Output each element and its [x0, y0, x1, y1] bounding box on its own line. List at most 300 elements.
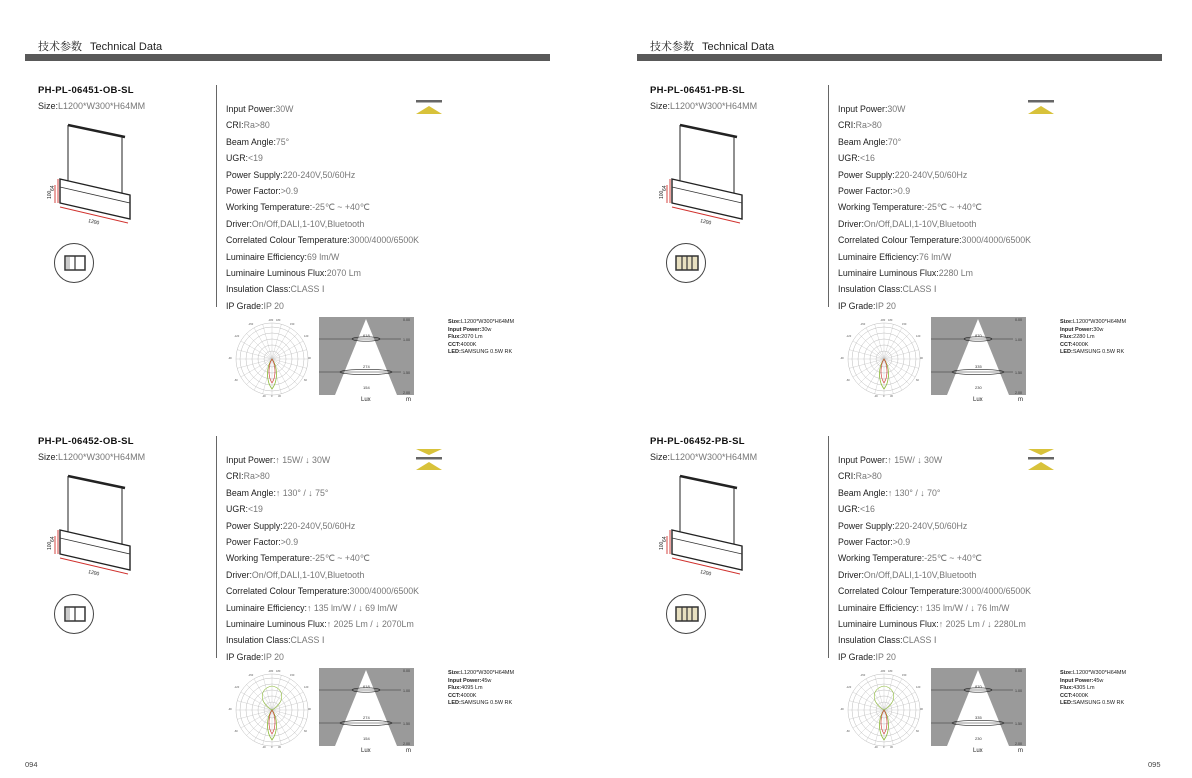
polar-angle-label: 90 — [308, 708, 311, 711]
spec-value: <19 — [248, 153, 263, 164]
spec-row — [838, 167, 1031, 183]
polar-angle-label: -30 — [262, 395, 266, 398]
legend-row — [1060, 685, 1126, 693]
product-card — [650, 85, 1170, 415]
spec-row — [226, 534, 419, 550]
spec-key: Beam Angle: — [838, 136, 888, 147]
lens-type-icon — [54, 243, 94, 283]
polar-angle-label: -60 — [846, 379, 850, 382]
lamp-drawing — [659, 119, 772, 244]
spec-row — [838, 550, 1031, 566]
spec-key: Luminaire Luminous Flux: — [838, 619, 939, 630]
height-value: 1.00 — [1015, 338, 1022, 342]
spec-row — [226, 518, 419, 534]
spec-key: Luminaire Efficiency: — [226, 602, 308, 613]
height-value: 1.00 — [403, 338, 410, 342]
spec-row — [226, 101, 419, 117]
legend-key: Size: — [1060, 319, 1073, 325]
spec-value: 3000/4000/6500K — [961, 586, 1032, 597]
size-label: Size: — [650, 452, 671, 462]
height-value: 0.00 — [1015, 318, 1022, 322]
header-bar — [25, 54, 550, 61]
lux-axis-label: Lux — [973, 397, 983, 403]
photometric-legend — [448, 670, 514, 708]
dim-length-label: 1200 — [699, 569, 712, 578]
spec-value: 2070 Lm — [326, 268, 361, 279]
lux-value: 618 — [363, 684, 370, 689]
spec-key: Driver: — [226, 218, 252, 229]
spec-key: Input Power: — [226, 455, 276, 465]
legend-value: L1200*W300*H64MM — [460, 670, 515, 676]
polar-angle-label: 0 — [883, 395, 885, 398]
size-value: L1200*W300*H64MM — [670, 452, 758, 462]
dim-height-label: 100 — [47, 190, 53, 199]
page-header — [38, 38, 162, 54]
spec-key: IP Grade: — [226, 300, 264, 311]
polar-diagram — [840, 317, 928, 404]
photometric-legend — [448, 319, 514, 357]
polar-angle-label: 0 — [883, 746, 885, 749]
polar-angle-label: 150 — [290, 323, 295, 326]
legend-value: 45w — [481, 677, 492, 684]
dim-height-label: 100 — [659, 190, 665, 199]
lux-value: 335 — [975, 715, 982, 720]
legend-value: SAMSUNG 0.5W RK — [460, 349, 513, 355]
legend-row — [1060, 334, 1126, 342]
size-value: L1200*W300*H64MM — [58, 101, 146, 111]
dim-length-label: 1200 — [87, 569, 100, 578]
dim-height-label: 100 — [47, 541, 53, 550]
legend-row — [448, 700, 514, 708]
legend-row — [1060, 349, 1126, 357]
spec-key: CRI: — [226, 471, 244, 482]
spec-key: Input Power: — [226, 104, 276, 114]
spec-value: >0.9 — [892, 537, 911, 548]
legend-row — [448, 342, 514, 350]
dim-height-small-label: 64 — [662, 536, 668, 542]
height-value: 2.00 — [1015, 742, 1022, 746]
legend-row — [448, 319, 514, 327]
legend-value: 30w — [1093, 326, 1104, 333]
legend-row — [1060, 678, 1126, 686]
spec-row — [838, 600, 1031, 616]
spec-key: Insulation Class: — [838, 284, 903, 295]
spec-key: UGR: — [226, 504, 248, 515]
dim-height-small-label: 64 — [662, 185, 668, 191]
legend-row — [1060, 319, 1126, 327]
polar-angle-label: -90 — [228, 357, 232, 360]
divider-line — [216, 436, 217, 658]
legend-key: Input Power: — [448, 326, 482, 333]
spec-key: Power Supply: — [226, 169, 283, 180]
spec-row — [226, 134, 419, 150]
lens-type-icon — [666, 594, 706, 634]
spec-key: IP Grade: — [838, 300, 876, 311]
legend-key: Input Power: — [1060, 677, 1094, 684]
size-label: Size: — [38, 452, 59, 462]
spec-row — [226, 216, 419, 232]
polar-angle-label: 60 — [304, 379, 307, 382]
spec-value: On/Off,DALI,1-10V,Bluetooth — [251, 569, 365, 580]
spec-value: ↑ 130° / ↓ 70° — [887, 487, 941, 498]
spec-value: CLASS Ⅰ — [902, 284, 937, 295]
size-value: L1200*W300*H64MM — [670, 101, 758, 111]
spec-value: 220-240V,50/60Hz — [282, 169, 356, 180]
legend-key: Flux: — [448, 334, 462, 340]
spec-value: Ra>80 — [855, 120, 882, 131]
height-value: 2.00 — [403, 391, 410, 395]
spec-row — [838, 632, 1031, 648]
lux-value: 870 — [975, 684, 982, 689]
dim-height-small-label: 64 — [50, 536, 56, 542]
lux-diagram — [319, 668, 414, 746]
polar-angle-label: -180 — [268, 319, 274, 322]
spec-value: ↑ 135 lm/W / ↓ 69 lm/W — [307, 602, 398, 613]
spec-row — [226, 265, 419, 281]
lamp-illustration — [659, 119, 772, 239]
spec-key: Correlated Colour Temperature: — [838, 586, 962, 597]
spec-row — [838, 518, 1031, 534]
spec-row — [226, 199, 419, 215]
legend-key: Size: — [448, 319, 461, 325]
spec-key: UGR: — [838, 153, 860, 164]
legend-row — [448, 334, 514, 342]
spec-row — [838, 232, 1031, 248]
height-value: 1.00 — [403, 689, 410, 693]
lux-axis-label: Lux — [973, 748, 983, 754]
legend-value: SAMSUNG 0.5W RK — [460, 700, 513, 706]
model-title: PH-PL-06451-PB-SL — [650, 85, 745, 96]
polar-angle-label: -60 — [846, 730, 850, 733]
spec-value: CLASS Ⅰ — [290, 284, 325, 295]
spec-row — [838, 150, 1031, 166]
polar-angle-label: -150 — [248, 674, 254, 677]
spec-value: 30W — [275, 104, 294, 114]
legend-value: 4000K — [460, 692, 477, 699]
product-card — [38, 436, 558, 766]
polar-angle-label: -150 — [860, 323, 866, 326]
spec-key: Power Supply: — [226, 520, 283, 531]
spec-value: 2280 Lm — [938, 268, 973, 279]
legend-key: LED: — [448, 700, 461, 706]
page-number: 095 — [1148, 760, 1161, 769]
legend-key: Flux: — [448, 685, 462, 691]
spec-value: <16 — [860, 504, 875, 515]
spec-value: 3000/4000/6500K — [961, 235, 1032, 246]
legend-key: CCT: — [448, 692, 461, 699]
lux-axis-label: Lux — [361, 397, 371, 403]
spec-key: IP Grade: — [226, 651, 264, 662]
spec-row — [838, 298, 1031, 314]
spec-key: Power Factor: — [226, 537, 281, 548]
spec-value: Ra>80 — [855, 471, 882, 482]
spec-key: Luminaire Luminous Flux: — [226, 619, 327, 630]
product-card — [38, 85, 558, 415]
spec-row — [838, 199, 1031, 215]
spec-key: Power Factor: — [838, 186, 893, 197]
spec-value: 30W — [887, 104, 906, 114]
header-bar — [637, 54, 1162, 61]
spec-value: CLASS Ⅰ — [902, 635, 937, 646]
spec-row — [226, 632, 419, 648]
polar-angle-label: -180 — [880, 319, 886, 322]
spec-value: 220-240V,50/60Hz — [894, 169, 968, 180]
lux-value: 154 — [363, 736, 370, 741]
spec-key: Beam Angle: — [838, 487, 888, 498]
lamp-illustration — [659, 470, 772, 590]
legend-key: Input Power: — [1060, 326, 1094, 333]
spec-key: Driver: — [226, 569, 252, 580]
legend-row — [1060, 342, 1126, 350]
spec-key: Correlated Colour Temperature: — [226, 235, 350, 246]
spec-key: Insulation Class: — [226, 284, 291, 295]
spec-row — [838, 117, 1031, 133]
polar-angle-label: 0 — [271, 395, 273, 398]
polar-diagram — [840, 668, 928, 755]
legend-row — [448, 693, 514, 701]
polar-angle-label: -60 — [234, 730, 238, 733]
lux-value: 870 — [975, 333, 982, 338]
spec-value: 76 lm/W — [919, 251, 952, 262]
spec-value: ↑ 130° / ↓ 75° — [275, 487, 329, 498]
lamp-drawing — [47, 470, 160, 595]
spec-value: <19 — [248, 504, 263, 515]
lamp-illustration — [47, 470, 160, 590]
height-value: 0.00 — [1015, 669, 1022, 673]
spec-row — [226, 501, 419, 517]
spec-value: 220-240V,50/60Hz — [282, 520, 356, 531]
legend-row — [448, 685, 514, 693]
spec-row — [226, 583, 419, 599]
spec-key: Correlated Colour Temperature: — [226, 586, 350, 597]
page-header — [650, 38, 774, 54]
polar-angle-label: 120 — [916, 335, 921, 338]
lux-value: 618 — [363, 333, 370, 338]
spec-row — [226, 298, 419, 314]
legend-key: CCT: — [1060, 341, 1073, 348]
meter-axis-label: m — [1018, 748, 1023, 754]
spec-row — [838, 265, 1031, 281]
spec-value: IP 20 — [875, 300, 896, 311]
spec-value: ↑ 2025 Lm / ↓ 2280Lm — [938, 619, 1026, 630]
spec-value: Ra>80 — [243, 120, 270, 131]
polar-angle-label: -90 — [228, 708, 232, 711]
meter-axis-label: m — [1018, 397, 1023, 403]
lamp-illustration — [47, 119, 160, 239]
model-title: PH-PL-06452-OB-SL — [38, 436, 134, 447]
lamp-drawing — [659, 470, 772, 595]
spec-row — [838, 501, 1031, 517]
spec-row — [226, 468, 419, 484]
header-cn: 技术参数 — [38, 41, 82, 53]
size-line — [650, 452, 757, 462]
spec-row — [226, 150, 419, 166]
legend-row — [1060, 670, 1126, 678]
spec-value: 75° — [275, 136, 290, 147]
legend-key: CCT: — [448, 341, 461, 348]
spec-row — [226, 485, 419, 501]
legend-value: 45w — [1093, 677, 1104, 684]
spec-value: 3000/4000/6500K — [349, 235, 420, 246]
spec-key: CRI: — [226, 120, 244, 131]
legend-key: Input Power: — [448, 677, 482, 684]
size-label: Size: — [650, 101, 671, 111]
photometric-legend — [1060, 670, 1126, 708]
polar-angle-label: 120 — [304, 335, 309, 338]
lux-value: 274 — [363, 715, 370, 720]
spec-key: Luminaire Luminous Flux: — [226, 268, 327, 279]
polar-angle-label: -120 — [234, 686, 240, 689]
spec-value: ↑ 135 lm/W / ↓ 76 lm/W — [919, 602, 1010, 613]
size-label: Size: — [38, 101, 59, 111]
spec-key: UGR: — [838, 504, 860, 515]
page-number: 094 — [25, 760, 38, 769]
spec-value: IP 20 — [263, 300, 284, 311]
legend-value: L1200*W300*H64MM — [460, 319, 515, 325]
spec-row — [226, 550, 419, 566]
spec-value: IP 20 — [875, 651, 896, 662]
spec-value: CLASS Ⅰ — [290, 635, 325, 646]
legend-value: L1200*W300*H64MM — [1072, 319, 1127, 325]
spec-row — [226, 249, 419, 265]
polar-angle-label: 180 — [888, 319, 893, 322]
polar-angle-label: -150 — [860, 674, 866, 677]
photometric-legend — [1060, 319, 1126, 357]
spec-row — [226, 616, 419, 632]
spec-row — [226, 567, 419, 583]
meter-axis-label: m — [406, 748, 411, 754]
legend-row — [448, 670, 514, 678]
polar-angle-label: 180 — [888, 670, 893, 673]
polar-angle-label: -30 — [262, 746, 266, 749]
polar-angle-label: -90 — [840, 708, 844, 711]
lux-diagram — [931, 668, 1026, 746]
spec-row — [226, 600, 419, 616]
polar-angle-label: 30 — [890, 395, 893, 398]
legend-value: SAMSUNG 0.5W RK — [1072, 700, 1125, 706]
spec-key: Working Temperature: — [838, 553, 925, 564]
polar-angle-label: -30 — [874, 395, 878, 398]
legend-key: LED: — [448, 349, 461, 355]
spec-key: Luminaire Luminous Flux: — [838, 268, 939, 279]
size-line — [650, 101, 757, 111]
height-value: 0.00 — [403, 318, 410, 322]
height-value: 1.50 — [403, 722, 410, 726]
spec-row — [226, 649, 419, 665]
polar-angle-label: -180 — [268, 670, 274, 673]
legend-key: CCT: — [1060, 692, 1073, 699]
spec-row — [838, 567, 1031, 583]
spec-key: Insulation Class: — [838, 635, 903, 646]
polar-angle-label: -150 — [248, 323, 254, 326]
legend-value: 4000K — [1072, 341, 1089, 348]
spec-value: <16 — [860, 153, 875, 164]
spec-row — [226, 281, 419, 297]
spec-key: CRI: — [838, 471, 856, 482]
polar-angle-label: 90 — [308, 357, 311, 360]
legend-row — [1060, 700, 1126, 708]
dim-height-label: 100 — [659, 541, 665, 550]
spec-list — [838, 101, 1031, 314]
legend-value: 4000K — [460, 341, 477, 348]
height-value: 1.50 — [403, 371, 410, 375]
lux-axis-label: Lux — [361, 748, 371, 754]
height-value: 2.00 — [403, 742, 410, 746]
spec-key: Beam Angle: — [226, 487, 276, 498]
spec-key: Insulation Class: — [226, 635, 291, 646]
lux-value: 274 — [363, 364, 370, 369]
polar-angle-label: -120 — [234, 335, 240, 338]
polar-angle-label: -60 — [234, 379, 238, 382]
height-value: 1.00 — [1015, 689, 1022, 693]
model-title: PH-PL-06452-PB-SL — [650, 436, 745, 447]
spec-key: Input Power: — [838, 104, 888, 114]
legend-value: SAMSUNG 0.5W RK — [1072, 349, 1125, 355]
spec-row — [838, 101, 1031, 117]
spec-value: >0.9 — [280, 186, 299, 197]
spec-value: 220-240V,50/60Hz — [894, 520, 968, 531]
spec-row — [226, 452, 419, 468]
polar-angle-label: -120 — [846, 335, 852, 338]
height-value: 1.50 — [1015, 371, 1022, 375]
spec-key: Working Temperature: — [226, 202, 313, 213]
spec-value: ↑ 2025 Lm / ↓ 2070Lm — [326, 619, 414, 630]
height-value: 1.50 — [1015, 722, 1022, 726]
spec-row — [838, 534, 1031, 550]
legend-key: Flux: — [1060, 334, 1074, 340]
height-value: 2.00 — [1015, 391, 1022, 395]
spec-list — [226, 452, 419, 665]
spec-key: Luminaire Efficiency: — [226, 251, 308, 262]
spec-value: 70° — [887, 136, 902, 147]
lamp-drawing — [47, 119, 160, 244]
spec-row — [838, 649, 1031, 665]
spec-key: Power Supply: — [838, 520, 895, 531]
polar-angle-label: 120 — [916, 686, 921, 689]
lux-value: 154 — [363, 385, 370, 390]
spec-key: CRI: — [838, 120, 856, 131]
spec-row — [838, 452, 1031, 468]
polar-angle-label: -180 — [880, 670, 886, 673]
spec-value: >0.9 — [280, 537, 299, 548]
polar-angle-label: 90 — [920, 357, 923, 360]
lens-type-icon — [666, 243, 706, 283]
polar-angle-label: 30 — [278, 746, 281, 749]
polar-angle-label: 150 — [902, 323, 907, 326]
spec-value: -25℃ ~ +40℃ — [924, 553, 982, 564]
polar-angle-label: 0 — [271, 746, 273, 749]
legend-row — [448, 327, 514, 335]
size-line — [38, 452, 145, 462]
spec-row — [838, 468, 1031, 484]
legend-row — [448, 678, 514, 686]
spec-value: 69 lm/W — [307, 251, 340, 262]
spec-key: Input Power: — [838, 455, 888, 465]
polar-angle-label: 60 — [304, 730, 307, 733]
spec-key: Power Supply: — [838, 169, 895, 180]
polar-angle-label: -90 — [840, 357, 844, 360]
spec-row — [838, 183, 1031, 199]
spec-row — [226, 232, 419, 248]
size-line — [38, 101, 145, 111]
spec-key: Luminaire Efficiency: — [838, 602, 920, 613]
spec-row — [226, 167, 419, 183]
legend-row — [1060, 693, 1126, 701]
spec-row — [838, 616, 1031, 632]
polar-angle-label: 150 — [290, 674, 295, 677]
legend-key: LED: — [1060, 700, 1073, 706]
dim-length-label: 1200 — [87, 218, 100, 227]
